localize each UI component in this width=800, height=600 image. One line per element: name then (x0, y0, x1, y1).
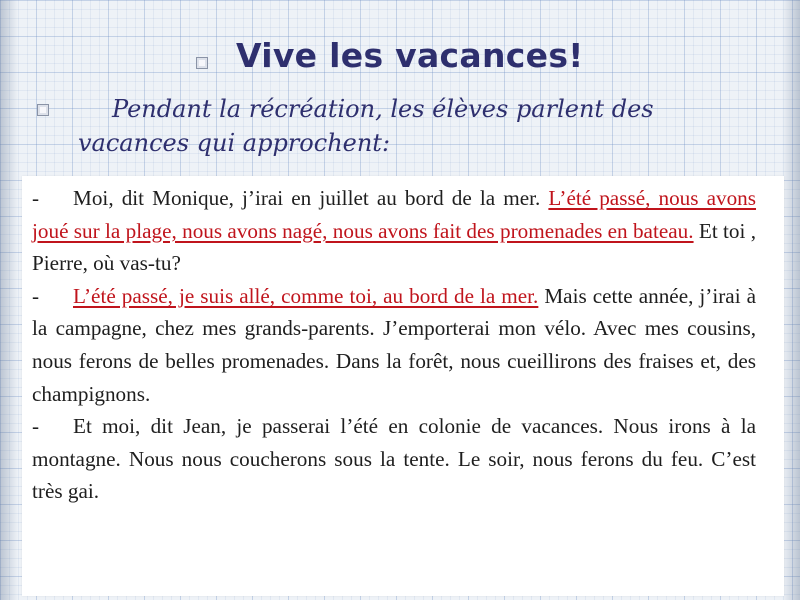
dialogue-dash: - (32, 283, 40, 308)
monique-highlight-text: L’été passé, nous avons joué sur la plage, nous avons nagé, nous avons fait des promenades en bateau. (32, 186, 757, 243)
pierre-highlight-text: L’été passé, je suis allé, comme toi, au bord de la mer. (73, 283, 539, 308)
dialogue-paragraph-pierre (22, 280, 784, 410)
monique-question-text: Et toi , Pierre, où vas-tu? (32, 218, 756, 276)
dialogue-paragraph-jean (22, 410, 784, 508)
dialogue-paragraph-monique (22, 182, 784, 280)
page-left-shadow (0, 0, 18, 600)
pierre-text: Mais cette année, j’irai à la campagne, chez mes grands-parents. J’emporterai mon vélo. Avec mes cousins, nous ferons de belles promenades. Dans la forêt, nous cueillirons des fraises et, des champignons. (32, 283, 756, 406)
page-subtitle: Pendant la récréation, les élèves parlent des vacances qui approchent: (78, 95, 654, 157)
subtitle-bullet-icon (37, 104, 49, 116)
dialogue-dash: - (32, 414, 40, 439)
jean-text: Et moi, dit Jean, je passerai l’été en colonie de vacances. Nous irons à la montagne. Nous nous coucherons sous la tente. Le soir, nous ferons du feu. C’est très gai. (32, 414, 756, 504)
title-bullet-icon (196, 57, 208, 69)
monique-intro-text: Moi, dit Monique, j’irai en juillet au bord de la mer. (73, 186, 549, 210)
page-title: Vive les vacances! (236, 36, 584, 75)
dialogue-dash: - (32, 186, 40, 210)
dialogue-panel (22, 176, 784, 596)
page-right-shadow (782, 0, 800, 600)
